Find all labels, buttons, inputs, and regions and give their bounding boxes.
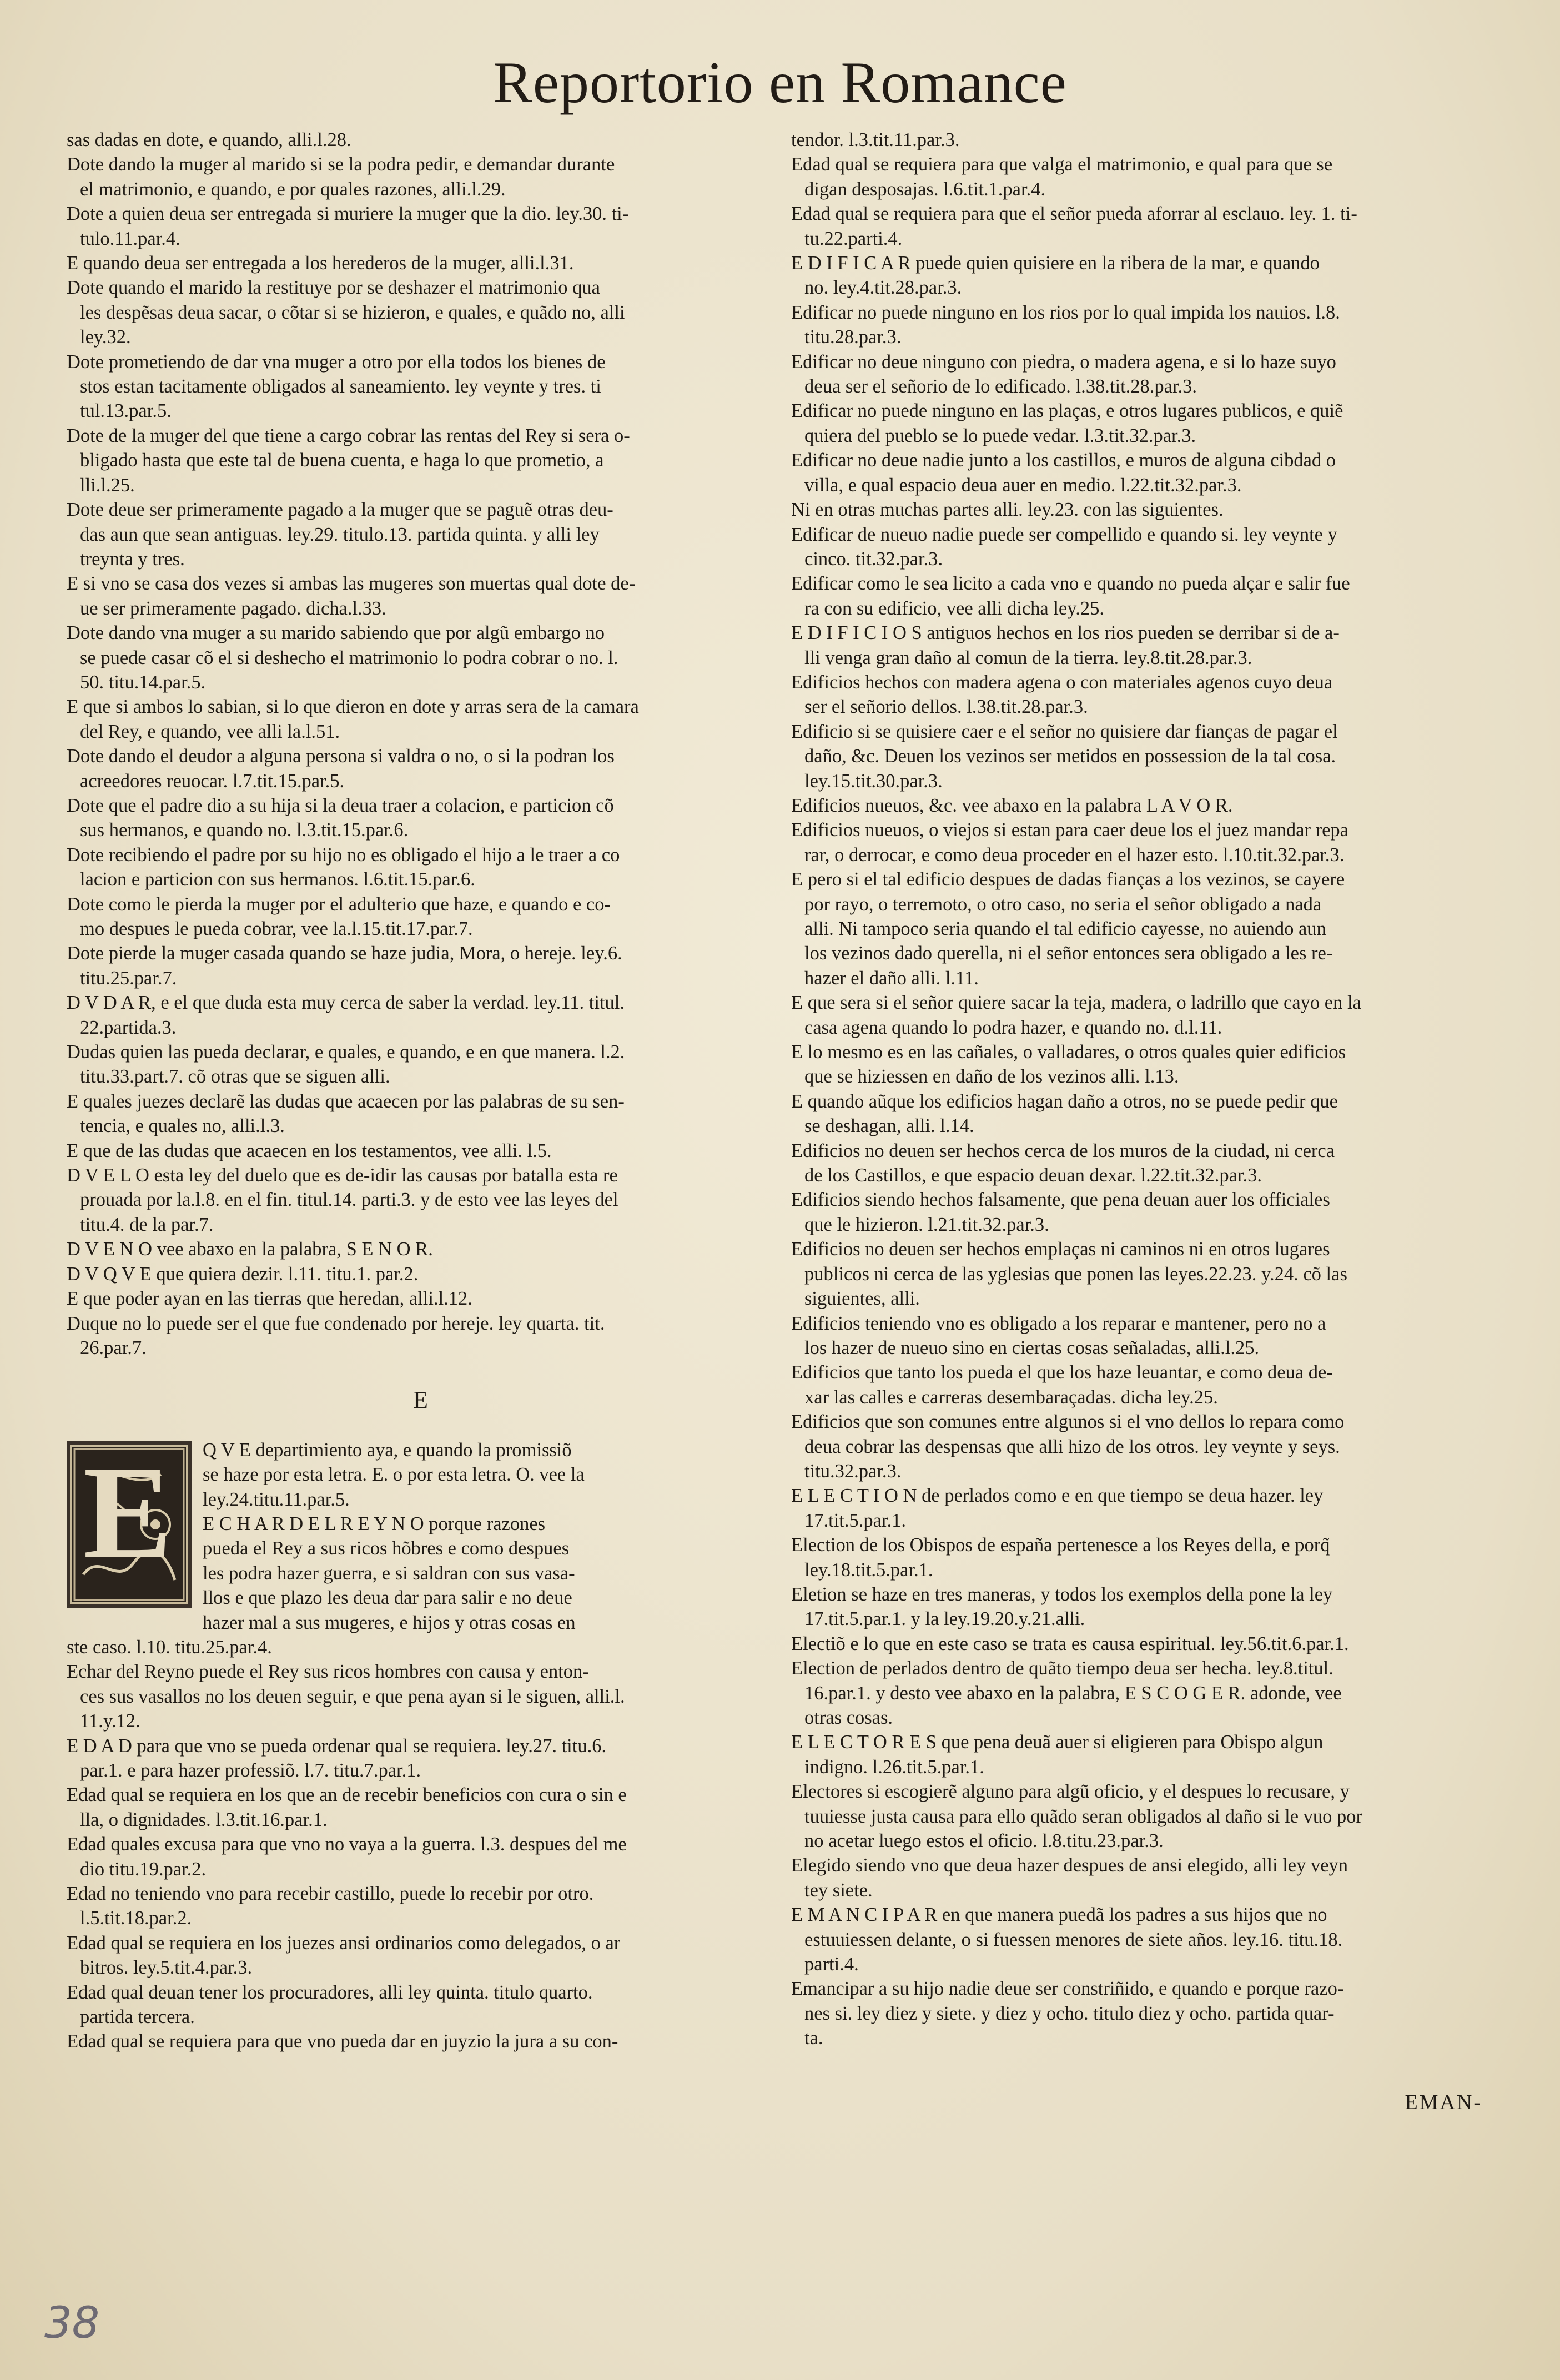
entry-first-line: Edad qual se requiera en los juezes ansi ordinarios como delegados, o ar xyxy=(67,1932,621,1954)
entry-first-line: Edad qual se requiera para que valga el matrimonio, e qual para que se xyxy=(791,154,1333,175)
entry-first-line: Edificios teniendo vno es obligado a los reparar e mantener, pero no a xyxy=(791,1312,1326,1334)
entry-continuation-line: 26.par.7. xyxy=(80,1337,147,1358)
entry-continuation-line: tencia, e quales no, alli.l.3. xyxy=(80,1115,285,1137)
entry-first-line: Elegido siendo vno que deua hazer despues de ansi elegido, alli ley veyn xyxy=(791,1855,1348,1876)
index-entry xyxy=(67,1163,774,1237)
entry-continuation-line: de los Castillos, e que espacio deuan dexar. l.22.tit.32.par.3. xyxy=(804,1165,1262,1186)
entry-continuation-line: lla, o dignidades. l.3.tit.16.par.1. xyxy=(80,1809,328,1830)
index-entry xyxy=(67,1286,774,1311)
entry-continuation-line: tuuiesse justa causa para ello quãdo seran obligados al daño si le vuo por xyxy=(804,1805,1363,1827)
entry-continuation-line: alli. Ni tampoco seria quando el tal edificio cayesse, no auiendo aun xyxy=(804,918,1326,939)
entry-continuation-line: los vezinos dado querella, ni el señor entonces sera obligado a les re- xyxy=(804,943,1333,964)
index-entry xyxy=(791,251,1499,300)
entry-first-line: E si vno se casa dos vezes si ambas las mugeres son muertas qual dote de- xyxy=(67,573,636,595)
entry-first-line: Election de perlados dentro de quãto tiempo deua ser hecha. ley.8.titul. xyxy=(791,1658,1333,1679)
entry-continuation-line: ley.15.tit.30.par.3. xyxy=(804,770,943,792)
entry-continuation-line: ces sus vasallos no los deuen seguir, e que pena ayan si le siguen, alli.l. xyxy=(80,1685,625,1707)
dropcap-line: llos e que plazo les deua dar para salir e no deue xyxy=(203,1587,572,1609)
index-entry xyxy=(791,399,1499,448)
catchword: EMAN- xyxy=(1405,2091,1482,2114)
index-entry xyxy=(791,1632,1499,1656)
entry-continuation-line: hazer el daño alli. l.11. xyxy=(804,967,979,989)
entry-continuation-line: villa, e qual espacio deua auer en medio. l.22.tit.32.par.3. xyxy=(804,474,1242,496)
entry-first-line: Edad qual deuan tener los procuradores, alli ley quinta. titulo quarto. xyxy=(67,1981,593,2003)
entry-first-line: Dote deue ser primeramente pagado a la muger que se paguẽ otras deu- xyxy=(67,499,613,521)
entry-first-line: Edificios que son comunes entre algunos si el vno dellos lo repara como xyxy=(791,1411,1345,1433)
entry-first-line: Edad qual se requiera para que vno pueda dar en juyzio la jura a su con- xyxy=(67,2031,618,2052)
entry-continuation-line: publicos ni cerca de las yglesias que ponen las leyes.22.23. y.24. cõ las xyxy=(804,1263,1347,1285)
entry-first-line: E D I F I C A R puede quien quisiere en la ribera de la mar, e quando xyxy=(791,253,1320,274)
entry-continuation-line: partida tercera. xyxy=(80,2006,195,2028)
entry-first-line: E que poder ayan en las tierras que heredan, alli.l.12. xyxy=(67,1288,472,1310)
index-entry xyxy=(791,793,1499,818)
index-entry xyxy=(791,1188,1499,1237)
entry-first-line: E D A D para que vno se pueda ordenar qual se requiera. ley.27. titu.6. xyxy=(67,1735,607,1757)
entry-continuation-line: sus hermanos, e quando no. l.3.tit.15.par.6. xyxy=(80,819,409,841)
entry-continuation-line: del Rey, e quando, vee alli la.l.51. xyxy=(80,721,340,742)
entry-continuation-line: casa agena quando lo podra hazer, e quando no. d.l.11. xyxy=(804,1017,1222,1038)
entry-first-line: Electiõ e lo que en este caso se trata es causa espiritual. ley.56.tit.6.par.1. xyxy=(791,1633,1349,1654)
index-entry xyxy=(791,1139,1499,1188)
entry-first-line: E quales juezes declarẽ las dudas que acaecen por las palabras de su sen- xyxy=(67,1090,625,1112)
entry-first-line: E que de las dudas que acaecen en los testamentos, vee alli. l.5. xyxy=(67,1140,552,1161)
entry-continuation-line: no. ley.4.tit.28.par.3. xyxy=(804,277,962,299)
entry-continuation-line: nes si. ley diez y siete. y diez y ocho. titulo diez y ocho. partida quar- xyxy=(804,2002,1335,2024)
entry-continuation-line: deua cobrar las despensas que alli hizo de los otros. ley veynte y seys. xyxy=(804,1436,1340,1457)
entry-continuation-line: el matrimonio, e quando, e por quales razones, alli.l.29. xyxy=(80,178,506,200)
index-entry xyxy=(791,571,1499,621)
index-entry xyxy=(67,275,774,349)
entry-first-line: Dote dando el deudor a alguna persona si valdra o no, o si la podran los xyxy=(67,746,615,767)
dropcap-line: Q V E departimiento aya, e quando la promissiõ xyxy=(203,1439,572,1461)
index-entry xyxy=(67,1931,774,1980)
entry-continuation-line: daño, &c. Deuen los vezinos ser metidos en possession de la tal cosa. xyxy=(804,746,1336,767)
entry-first-line: Ni en otras muchas partes alli. ley.23. con las siguientes. xyxy=(791,499,1224,521)
index-entry xyxy=(67,1262,774,1286)
index-entry xyxy=(67,1237,774,1261)
entry-continuation-line: 16.par.1. y desto vee abaxo en la palabra, E S C O G E R. adonde, vee xyxy=(804,1682,1342,1704)
entry-first-line: D V Q V E que quiera dezir. l.11. titu.1. par.2. xyxy=(67,1263,419,1285)
entry-continuation-line: no acetar luego estos el oficio. l.8.titu.23.par.3. xyxy=(804,1830,1164,1852)
index-entry xyxy=(791,1853,1499,1903)
entry-continuation-line: deua ser el señorio de lo edificado. l.38.tit.28.par.3. xyxy=(804,376,1197,397)
entry-continuation-line: prouada por la.l.8. en el fin. titul.14. parti.3. y de esto vee las leyes del xyxy=(80,1189,618,1211)
index-entry xyxy=(791,522,1499,572)
entry-continuation-line: xar las calles e carreras desembaraçadas. dicha ley.25. xyxy=(804,1386,1218,1408)
entry-first-line: E que sera si el señor quiere sacar la teja, madera, o ladrillo que cayo en la xyxy=(791,992,1361,1014)
entry-continuation-line: estuuiessen delante, o si fuessen menores de siete años. ley.16. titu.18. xyxy=(804,1929,1343,1950)
entry-continuation-line: 11.y.12. xyxy=(80,1710,140,1732)
dropcap-line: les podra hazer guerra, e si saldran con sus vasa- xyxy=(203,1562,575,1584)
dropcap-line: hazer mal a sus mugeres, e hijos y otras cosas en xyxy=(203,1612,576,1633)
index-entry xyxy=(67,1783,774,1832)
entry-continuation-line: siguientes, alli. xyxy=(804,1288,920,1310)
entry-first-line: Dote de la muger del que tiene a cargo cobrar las rentas del Rey si sera o- xyxy=(67,425,630,446)
index-entry xyxy=(791,350,1499,399)
entry-continuation-line: que se hiziessen en daño de los vezinos alli. l.13. xyxy=(804,1066,1179,1088)
entry-continuation-line: indigno. l.26.tit.5.par.1. xyxy=(804,1756,984,1778)
index-entry xyxy=(791,1582,1499,1632)
index-entry xyxy=(67,251,774,275)
entry-first-line: Dudas quien las pueda declarar, e quales, e quando, e en que manera. l.2. xyxy=(67,1041,625,1063)
index-entry xyxy=(67,2029,774,2054)
index-entry xyxy=(67,424,774,497)
index-entry xyxy=(791,990,1499,1040)
entry-continuation-line: los hazer de nueuo sino en ciertas cosas señaladas, alli.l.25. xyxy=(804,1337,1260,1358)
index-entry xyxy=(791,1483,1499,1533)
entry-first-line: Edificios nueuos, o viejos si estan para caer deue los el juez mandar repa xyxy=(791,819,1348,841)
entry-continuation-line: se deshagan, alli. l.14. xyxy=(804,1115,974,1137)
left-column-entries-top xyxy=(67,128,774,1360)
entry-first-line: Edad qual se requiera en los que an de recebir beneficios con cura o sin e xyxy=(67,1784,627,1806)
index-entry xyxy=(791,1976,1499,2050)
entry-first-line: tendor. l.3.tit.11.par.3. xyxy=(791,129,960,150)
entry-first-line: ste caso. l.10. titu.25.par.4. xyxy=(67,1636,272,1658)
entry-continuation-line: quiera del pueblo se lo puede vedar. l.3.tit.32.par.3. xyxy=(804,425,1196,446)
index-entry xyxy=(791,128,1499,152)
left-column xyxy=(67,128,774,2054)
entry-continuation-line: treynta y tres. xyxy=(80,548,185,570)
index-entry xyxy=(67,1139,774,1163)
index-entry xyxy=(67,1659,774,1733)
entry-first-line: E M A N C I P A R en que manera puedã los padres a sus hijos que no xyxy=(791,1904,1327,1926)
index-entry xyxy=(67,695,774,744)
entry-first-line: Echar del Reyno puede el Rey sus ricos hombres con causa y enton- xyxy=(67,1661,589,1683)
entry-continuation-line: titu.33.part.7. cõ otras que se siguen alli. xyxy=(80,1066,390,1088)
entry-first-line: Edificios no deuen ser hechos cerca de los muros de la ciudad, ni cerca xyxy=(791,1140,1335,1161)
index-entry xyxy=(67,793,774,843)
entry-first-line: Edificios que tanto los pueda el que los haze leuantar, e como deua de- xyxy=(791,1362,1333,1383)
index-entry xyxy=(791,1311,1499,1361)
entry-continuation-line: otras cosas. xyxy=(804,1707,893,1728)
index-entry xyxy=(791,1903,1499,1976)
entry-continuation-line: cinco. tit.32.par.3. xyxy=(804,548,943,570)
index-entry xyxy=(67,1635,774,1659)
index-entry xyxy=(791,621,1499,670)
entry-continuation-line: bligado hasta que este tal de buena cuenta, e haga lo que prometio, a xyxy=(80,450,604,471)
index-entry xyxy=(67,621,774,695)
entry-first-line: Edificar no deue nadie junto a los castillos, e muros de alguna cibdad o xyxy=(791,450,1336,471)
entry-continuation-line: tu.22.parti.4. xyxy=(804,228,903,249)
entry-continuation-line: 17.tit.5.par.1. xyxy=(804,1509,907,1531)
entry-continuation-line: que le hizieron. l.21.tit.32.par.3. xyxy=(804,1214,1049,1235)
dropcap-line: se haze por esta letra. E. o por esta letra. O. vee la xyxy=(203,1464,585,1486)
entry-first-line: Edificar no puede ninguno en las plaças, e otros lugares publicos, e quiẽ xyxy=(791,400,1343,422)
index-entry xyxy=(791,202,1499,251)
entry-first-line: Election de los Obispos de españa pertenesce a los Reyes della, e porq̃ xyxy=(791,1534,1330,1556)
entry-first-line: Edificar de nueuo nadie puede ser compellido e quando si. ley veynte y xyxy=(791,524,1337,545)
entry-first-line: D V D A R, e el que duda esta muy cerca de saber la verdad. ley.11. titul. xyxy=(67,992,625,1014)
entry-first-line: Electores si escogierẽ alguno para algũ oficio, y el despues lo recusare, y xyxy=(791,1781,1350,1803)
index-entry xyxy=(791,152,1499,202)
entry-first-line: Edificios nueuos, &c. vee abaxo en la palabra L A V O R. xyxy=(791,794,1233,816)
index-entry xyxy=(67,941,774,990)
index-entry xyxy=(67,1980,774,2030)
entry-continuation-line: titu.32.par.3. xyxy=(804,1460,902,1482)
index-entry xyxy=(791,1360,1499,1410)
entry-first-line: Edificios siendo hechos falsamente, que pena deuan auer los officiales xyxy=(791,1189,1330,1211)
entry-first-line: Edificar no deue ninguno con piedra, o madera agena, e si lo haze suyo xyxy=(791,351,1336,373)
index-entry xyxy=(67,1311,774,1361)
entry-continuation-line: 22.partida.3. xyxy=(80,1017,177,1038)
entry-continuation-line: stos estan tacitamente obligados al saneamiento. ley veynte y tres. ti xyxy=(80,376,601,397)
entry-first-line: E quando deua ser entregada a los herederos de la muger, alli.l.31. xyxy=(67,253,574,274)
index-entry xyxy=(67,1734,774,1783)
index-entry xyxy=(791,1089,1499,1139)
entry-continuation-line: par.1. e para hazer professiõ. l.7. titu.7.par.1. xyxy=(80,1760,421,1781)
entry-continuation-line: ra con su edificio, vee alli dicha ley.25. xyxy=(804,597,1104,619)
index-entry xyxy=(791,867,1499,990)
entry-continuation-line: les despẽsas deua sacar, o cõtar si se hizieron, e quales, e quãdo no, alli xyxy=(80,301,625,323)
index-entry xyxy=(67,350,774,424)
index-entry xyxy=(67,152,774,202)
entry-first-line: E que si ambos lo sabian, si lo que dieron en dote y arras sera de la camara xyxy=(67,696,639,718)
handwritten-folio-number: 38 xyxy=(44,2298,100,2348)
entry-continuation-line: titu.25.par.7. xyxy=(80,967,177,989)
right-column-entries xyxy=(791,128,1499,2051)
entry-continuation-line: titu.4. de la par.7. xyxy=(80,1214,214,1235)
decorated-initial xyxy=(67,1438,192,1608)
entry-continuation-line: tulo.11.par.4. xyxy=(80,228,180,249)
entry-first-line: Emancipar a su hijo nadie deue ser constriñido, e quando e porque razo- xyxy=(791,1978,1344,2000)
entry-first-line: Dote recibiendo el padre por su hijo no es obligado el hijo a le traer a co xyxy=(67,844,620,866)
entry-first-line: Dote prometiendo de dar vna muger a otro por ella todos los bienes de xyxy=(67,351,606,373)
entry-first-line: Dote pierde la muger casada quando se haze judia, Mora, o hereje. ley.6. xyxy=(67,943,622,964)
entry-first-line: E quando aũque los edificios hagan daño a otros, no se puede pedir que xyxy=(791,1090,1338,1112)
dropcap-letter: E xyxy=(83,1438,173,1586)
section-letter: E xyxy=(413,1386,428,1414)
index-entry xyxy=(791,448,1499,497)
entry-first-line: Dote dando vna muger a su marido sabiendo que por algũ embargo no xyxy=(67,622,605,644)
entry-first-line: Dote dando la muger al marido si se la podra pedir, e demandar durante xyxy=(67,154,615,175)
entry-continuation-line: ta. xyxy=(804,2027,823,2049)
entry-first-line: Edificar no puede ninguno en los rios por lo qual impida los nauios. l.8. xyxy=(791,301,1340,323)
entry-continuation-line: lacion e particion con sus hermanos. l.6.tit.15.par.6. xyxy=(80,869,475,890)
index-entry xyxy=(67,892,774,942)
index-entry xyxy=(791,1410,1499,1483)
index-entry xyxy=(791,300,1499,350)
entry-first-line: Edificar como le sea licito a cada vno e quando no pueda alçar e salir fue xyxy=(791,573,1350,595)
entry-first-line: Edificios hechos con madera agena o con materiales agenos cuyo deua xyxy=(791,671,1333,693)
index-entry xyxy=(791,1730,1499,1779)
index-entry xyxy=(791,818,1499,867)
entry-first-line: Dote como le pierda la muger por el adulterio que haze, e quando e co- xyxy=(67,893,611,915)
index-entry xyxy=(67,1832,774,1881)
index-entry xyxy=(67,1881,774,1931)
entry-continuation-line: bitros. ley.5.tit.4.par.3. xyxy=(80,1957,253,1979)
index-entry xyxy=(791,1656,1499,1730)
entry-first-line: Dote que el padre dio a su hija si la deua traer a colacion, e particion cõ xyxy=(67,794,614,816)
entry-first-line: E D I F I C I O S antiguos hechos en los rios pueden se derribar si de a- xyxy=(791,622,1340,644)
index-entry xyxy=(67,1089,774,1139)
entry-first-line: Edad qual se requiera para que el señor pueda aforrar al esclauo. ley. 1. ti- xyxy=(791,203,1357,225)
dropcap-line: E C H A R D E L R E Y N O porque razones xyxy=(203,1513,546,1534)
dropcap-line: ley.24.titu.11.par.5. xyxy=(203,1488,350,1510)
entry-continuation-line: rar, o derrocar, e como deua proceder en el hazer esto. l.10.tit.32.par.3. xyxy=(804,844,1345,866)
index-entry xyxy=(791,1237,1499,1311)
index-entry xyxy=(791,1779,1499,1853)
entry-continuation-line: tul.13.par.5. xyxy=(80,400,172,422)
entry-continuation-line: dio titu.19.par.2. xyxy=(80,1858,207,1880)
entry-continuation-line: titu.28.par.3. xyxy=(804,326,902,348)
entry-first-line: D V E N O vee abaxo en la palabra, S E N O R. xyxy=(67,1239,433,1260)
index-entry xyxy=(67,990,774,1040)
entry-first-line: Duque no lo puede ser el que fue condenado por hereje. ley quarta. tit. xyxy=(67,1312,605,1334)
entry-first-line: E L E C T I O N de perlados como e en que tiempo se deua hazer. ley xyxy=(791,1485,1324,1507)
running-header: Reportorio en Romance xyxy=(493,50,1067,115)
index-entry xyxy=(791,670,1499,719)
entry-continuation-line: parti.4. xyxy=(804,1954,859,1975)
dropcap-block xyxy=(67,1438,774,1635)
index-entry xyxy=(791,1040,1499,1089)
index-entry xyxy=(791,719,1499,793)
entry-first-line: Dote quando el marido la restituye por se deshazer el matrimonio qua xyxy=(67,277,600,299)
entry-continuation-line: ley.18.tit.5.par.1. xyxy=(804,1559,933,1581)
entry-first-line: Eletion se haze en tres maneras, y todos los exemplos della pone la ley xyxy=(791,1583,1333,1605)
entry-continuation-line: ue ser primeramente pagado. dicha.l.33. xyxy=(80,597,386,619)
index-entry xyxy=(67,1040,774,1089)
entry-continuation-line: digan desposajas. l.6.tit.1.par.4. xyxy=(804,178,1046,200)
index-entry xyxy=(67,128,774,152)
entry-continuation-line: por rayo, o terremoto, o otro caso, no seria el señor obligado a nada xyxy=(804,893,1322,915)
index-entry xyxy=(791,497,1499,522)
entry-continuation-line: l.5.tit.18.par.2. xyxy=(80,1908,192,1929)
entry-continuation-line: ley.32. xyxy=(80,326,131,348)
entry-continuation-line: mo despues le pueda cobrar, vee la.l.15.tit.17.par.7. xyxy=(80,918,473,939)
right-column xyxy=(791,128,1499,2051)
index-entry xyxy=(67,202,774,251)
entry-first-line: Edificios no deuen ser hechos emplaças ni caminos ni en otros lugares xyxy=(791,1239,1330,1260)
entry-continuation-line: lli venga gran daño al comun de la tierra. ley.8.tit.28.par.3. xyxy=(804,647,1252,668)
entry-first-line: E L E C T O R E S que pena deuã auer si eligieren para Obispo algun xyxy=(791,1732,1324,1753)
entry-first-line: Edad no teniendo vno para recebir castillo, puede lo recebir por otro. xyxy=(67,1883,594,1905)
index-entry xyxy=(67,497,774,571)
index-entry xyxy=(67,843,774,892)
entry-continuation-line: 17.tit.5.par.1. y la ley.19.20.y.21.alli. xyxy=(804,1608,1085,1630)
index-entry xyxy=(67,744,774,793)
entry-first-line: E lo mesmo es en las cañales, o valladares, o otros quales quier edificios xyxy=(791,1041,1346,1063)
entry-first-line: sas dadas en dote, e quando, alli.l.28. xyxy=(67,129,351,150)
entry-continuation-line: tey siete. xyxy=(804,1879,873,1901)
entry-continuation-line: 50. titu.14.par.5. xyxy=(80,671,206,693)
left-column-entries-bottom xyxy=(67,1635,774,2054)
index-entry xyxy=(67,571,774,621)
entry-first-line: Edificio si se quisiere caer e el señor no quisiere dar fianças de pagar el xyxy=(791,721,1338,742)
entry-first-line: Dote a quien deua ser entregada si muriere la muger que la dio. ley.30. ti- xyxy=(67,203,629,225)
entry-first-line: E pero si el tal edificio despues de dadas fianças a los vezinos, se cayere xyxy=(791,869,1345,890)
index-entry xyxy=(791,1533,1499,1582)
dropcap-line: pueda el Rey a sus ricos hõbres e como despues xyxy=(203,1538,570,1559)
entry-continuation-line: das aun que sean antiguas. ley.29. titulo.13. partida quinta. y alli ley xyxy=(80,524,600,545)
entry-continuation-line: ser el señorio dellos. l.38.tit.28.par.3. xyxy=(804,696,1088,718)
entry-first-line: D V E L O esta ley del duelo que es de-idir las causas por batalla esta re xyxy=(67,1165,618,1186)
entry-continuation-line: se puede casar cõ el si deshecho el matrimonio lo podra cobrar o no. l. xyxy=(80,647,618,668)
entry-continuation-line: lli.l.25. xyxy=(80,474,135,496)
entry-first-line: Edad quales excusa para que vno no vaya a la guerra. l.3. despues del me xyxy=(67,1834,627,1855)
entry-continuation-line: acreedores reuocar. l.7.tit.15.par.5. xyxy=(80,770,345,792)
